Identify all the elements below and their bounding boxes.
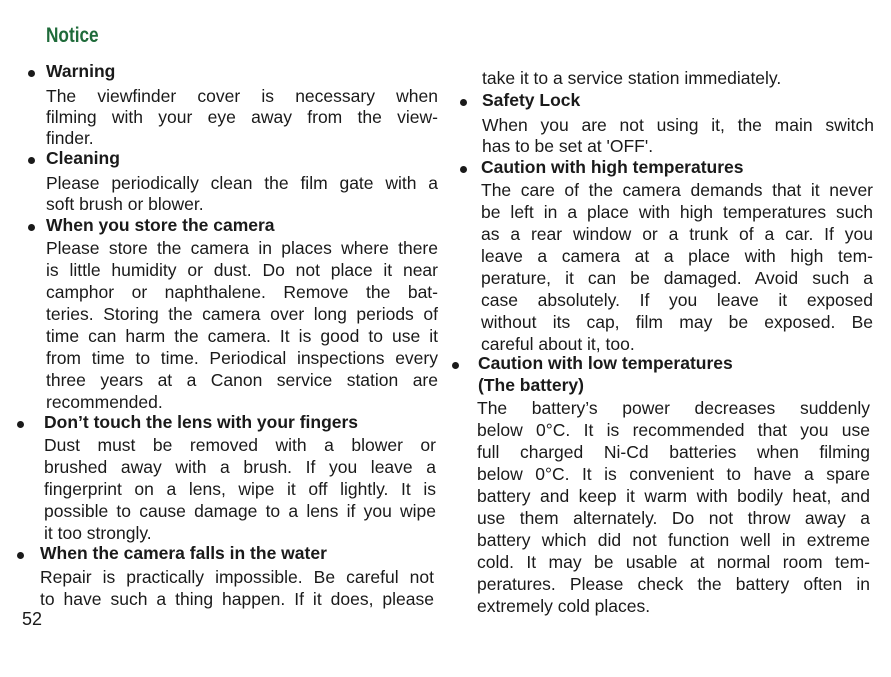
section-heading-store: When you store the camera (46, 215, 275, 235)
bullet-icon (17, 421, 24, 428)
text-line: below 0°C. It is convenient to have a spare (477, 464, 870, 484)
text-line: When you are not using it, the main switch (482, 115, 874, 135)
text-line: use them alternately. Do not throw away a (477, 508, 870, 528)
text-line: full charged Ni-Cd batteries when filming (477, 442, 870, 462)
bullet-icon (460, 166, 467, 173)
text-line: take it to a service station immediately. (482, 68, 782, 88)
text-line: cold. It may be usable at normal room tem- (477, 552, 870, 572)
text-line: Please periodically clean the film gate with a (46, 173, 438, 193)
text-line: is little humidity or dust. Do not place it near (46, 260, 438, 280)
section-heading-warning: Warning (46, 61, 116, 81)
section-heading-high-temperatures: Caution with high temperatures (481, 157, 744, 177)
text-line: leave a camera at a place with high tem- (481, 246, 873, 266)
bullet-icon (452, 362, 459, 369)
text-line: brushed away with a brush. If you leave a (44, 457, 436, 477)
text-line: extremely cold places. (477, 596, 651, 616)
section-heading-low-temperatures: Caution with low temperatures (478, 353, 733, 373)
text-line: camphor or naphthalene. Remove the bat- (46, 282, 438, 302)
text-line: finder. (46, 128, 94, 148)
text-line: three years at a Canon service station are (46, 370, 438, 390)
text-line: Please store the camera in places where there (46, 238, 438, 258)
text-line: peratures. Please check the battery often in (477, 574, 870, 594)
text-line: possible to cause damage to a lens if you wipe (44, 501, 436, 521)
text-line: recommended. (46, 392, 163, 412)
bullet-icon (28, 70, 35, 77)
text-line: fingerprint on a lens, wipe it off lightly. It is (44, 479, 436, 499)
text-line: The battery’s power decreases suddenly (477, 398, 870, 418)
text-line: battery and keep it warm with bodily heat, and (477, 486, 870, 506)
text-line: Dust must be removed with a blower or (44, 435, 436, 455)
bullet-icon (460, 99, 467, 106)
section-heading-safety: Safety Lock (482, 90, 581, 110)
text-line: be left in a place with high temperatures such (481, 202, 873, 222)
text-line: teries. Storing the camera over long periods of (46, 304, 438, 324)
text-line: without its cap, film may be exposed. Be (481, 312, 873, 332)
text-line: The viewfinder cover is necessary when (46, 86, 438, 106)
page-number: 52 (22, 609, 43, 629)
text-line: filming with your eye away from the view- (46, 107, 438, 127)
text-line: careful about it, too. (481, 334, 635, 354)
text-line: below 0°C. It is recommended that you use (477, 420, 870, 440)
text-line: time can harm the camera. It is good to use it (46, 326, 438, 346)
bullet-icon (17, 552, 24, 559)
text-line: The care of the camera demands that it never (481, 180, 873, 200)
text-line: as a rear window or a trunk of a car. If you (481, 224, 873, 244)
text-line: to have such a thing happen. If it does, please (40, 589, 434, 609)
text-line: it too strongly. (44, 523, 152, 543)
section-heading-cleaning: Cleaning (46, 148, 120, 168)
bullet-icon (28, 224, 35, 231)
text-line: from time to time. Periodical inspections every (46, 348, 438, 368)
bullet-icon (28, 157, 35, 164)
section-subheading-battery: (The battery) (478, 375, 584, 395)
section-heading-lens: Don’t touch the lens with your fingers (44, 412, 359, 432)
text-line: has to be set at 'OFF'. (482, 136, 654, 156)
text-line: case absolutely. If you leave it exposed (481, 290, 873, 310)
page-title: Notice (46, 24, 99, 47)
text-line: soft brush or blower. (46, 194, 204, 214)
text-line: battery which did not function well in extreme (477, 530, 870, 550)
section-heading-falls: When the camera falls in the water (40, 543, 327, 563)
text-line: Repair is practically impossible. Be careful not (40, 567, 434, 587)
text-line: perature, it can be damaged. Avoid such a (481, 268, 873, 288)
